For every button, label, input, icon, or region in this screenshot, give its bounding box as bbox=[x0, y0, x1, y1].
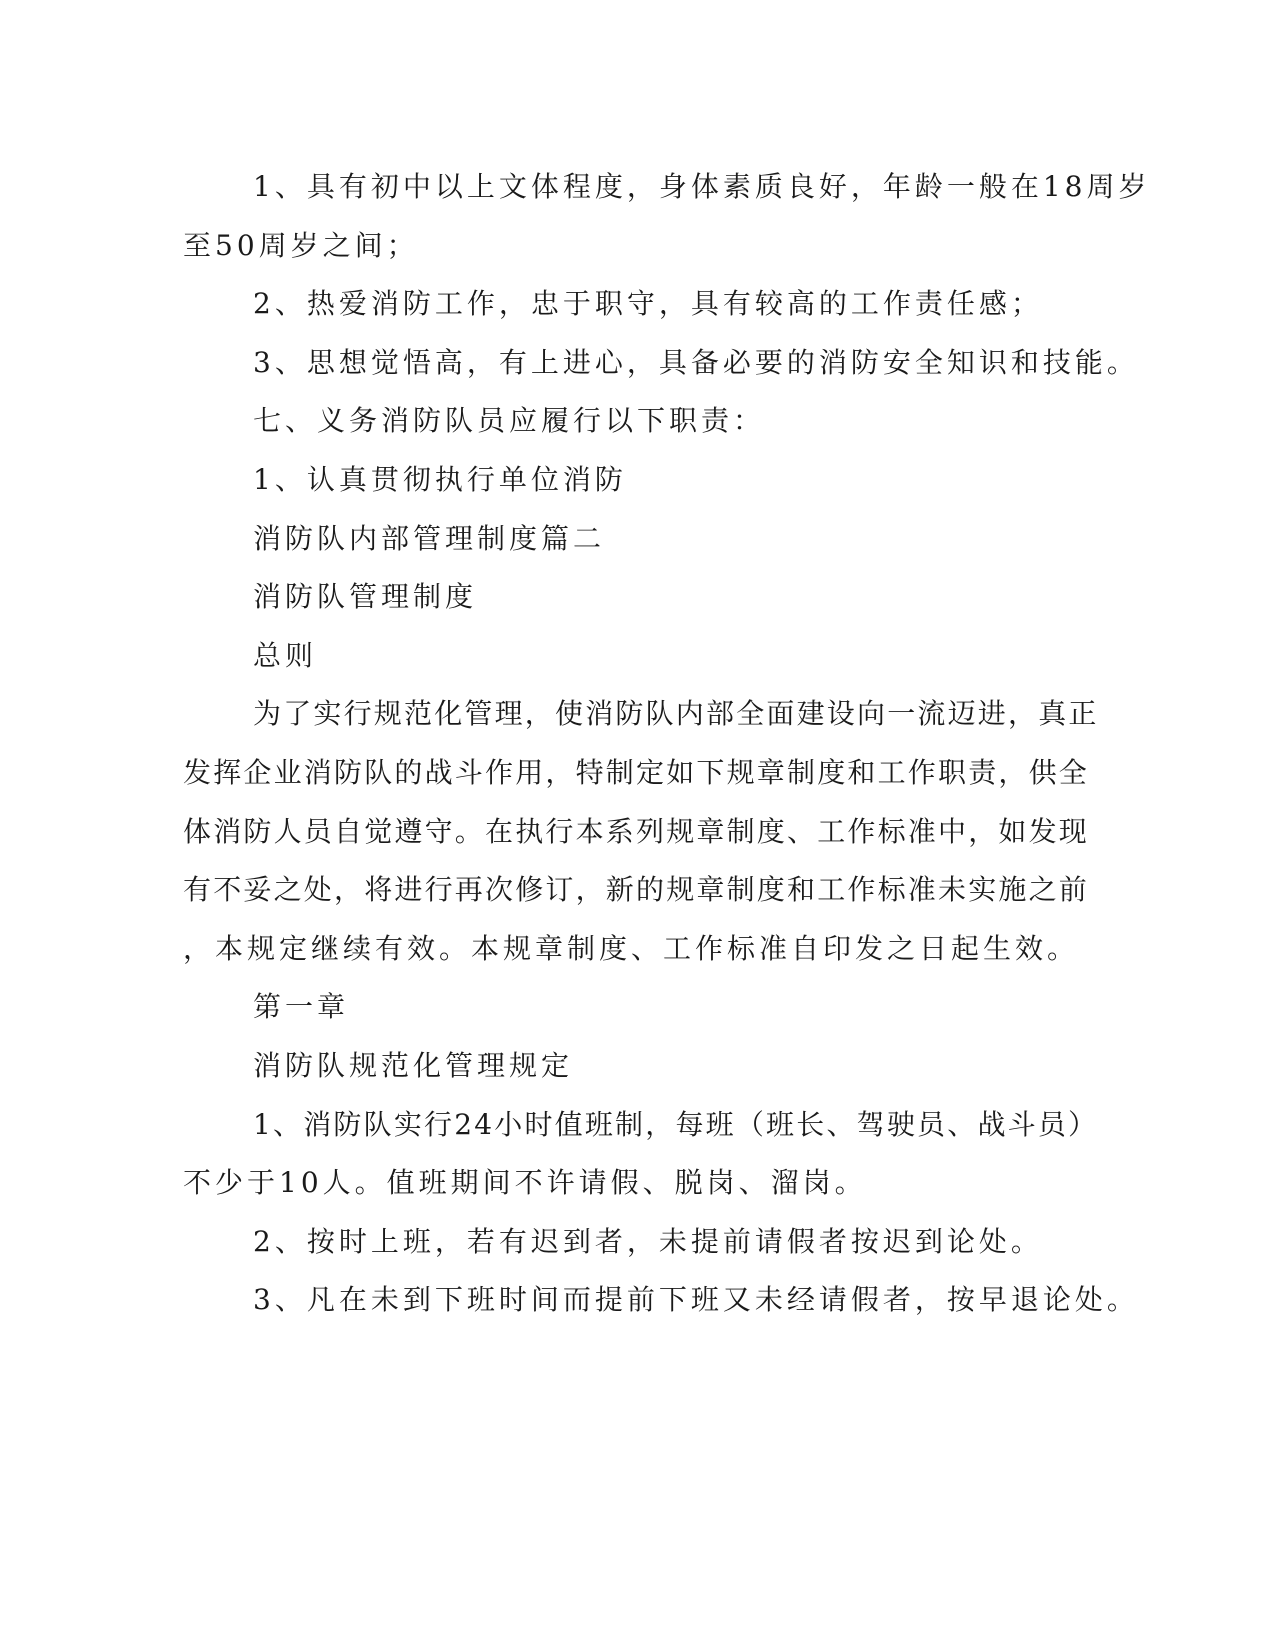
paragraph-line: 发挥企业消防队的战斗作用，特制定如下规章制度和工作职责，供全 bbox=[183, 755, 1090, 789]
paragraph-line: 2、按时上班，若有迟到者，未提前请假者按迟到论处。 bbox=[253, 1224, 1043, 1258]
chapter-title: 消防队规范化管理规定 bbox=[253, 1048, 574, 1082]
paragraph-line: 体消防人员自觉遵守。在执行本系列规章制度、工作标准中，如发现 bbox=[183, 814, 1090, 848]
paragraph-line: 1、具有初中以上文体程度，身体素质良好，年龄一般在18周岁 bbox=[253, 170, 1151, 203]
paragraph-line: ，本规定继续有效。本规章制度、工作标准自印发之日起生效。 bbox=[183, 931, 1080, 965]
document-title: 消防队管理制度 bbox=[253, 580, 478, 614]
chapter-heading: 第一章 bbox=[253, 990, 350, 1024]
section-heading: 七、义务消防队员应履行以下职责： bbox=[253, 404, 766, 438]
paragraph-line: 为了实行规范化管理，使消防队内部全面建设向一流迈进，真正 bbox=[253, 697, 1099, 731]
paragraph-line: 3、思想觉悟高，有上进心，具备必要的消防安全知识和技能。 bbox=[253, 345, 1139, 379]
paragraph-line: 2、热爱消防工作，忠于职守，具有较高的工作责任感； bbox=[253, 287, 1043, 321]
paragraph-line: 3、凡在未到下班时间而提前下班又未经请假者，按早退论处。 bbox=[253, 1283, 1139, 1317]
paragraph-line: 1、认真贯彻执行单位消防 bbox=[253, 462, 627, 496]
section-heading: 总则 bbox=[253, 638, 318, 672]
document-body bbox=[183, 158, 1151, 1330]
paragraph-line: 有不妥之处，将进行再次修订，新的规章制度和工作标准未实施之前 bbox=[183, 873, 1090, 907]
paragraph-line: 1、消防队实行24小时值班制，每班（班长、驾驶员、战斗员） bbox=[253, 1107, 1099, 1141]
paragraph-line: 不少于10人。值班期间不许请假、脱岗、溜岗。 bbox=[183, 1166, 867, 1200]
paragraph-line: 至50周岁之间； bbox=[183, 228, 419, 262]
document-heading: 消防队内部管理制度篇二 bbox=[253, 521, 606, 555]
